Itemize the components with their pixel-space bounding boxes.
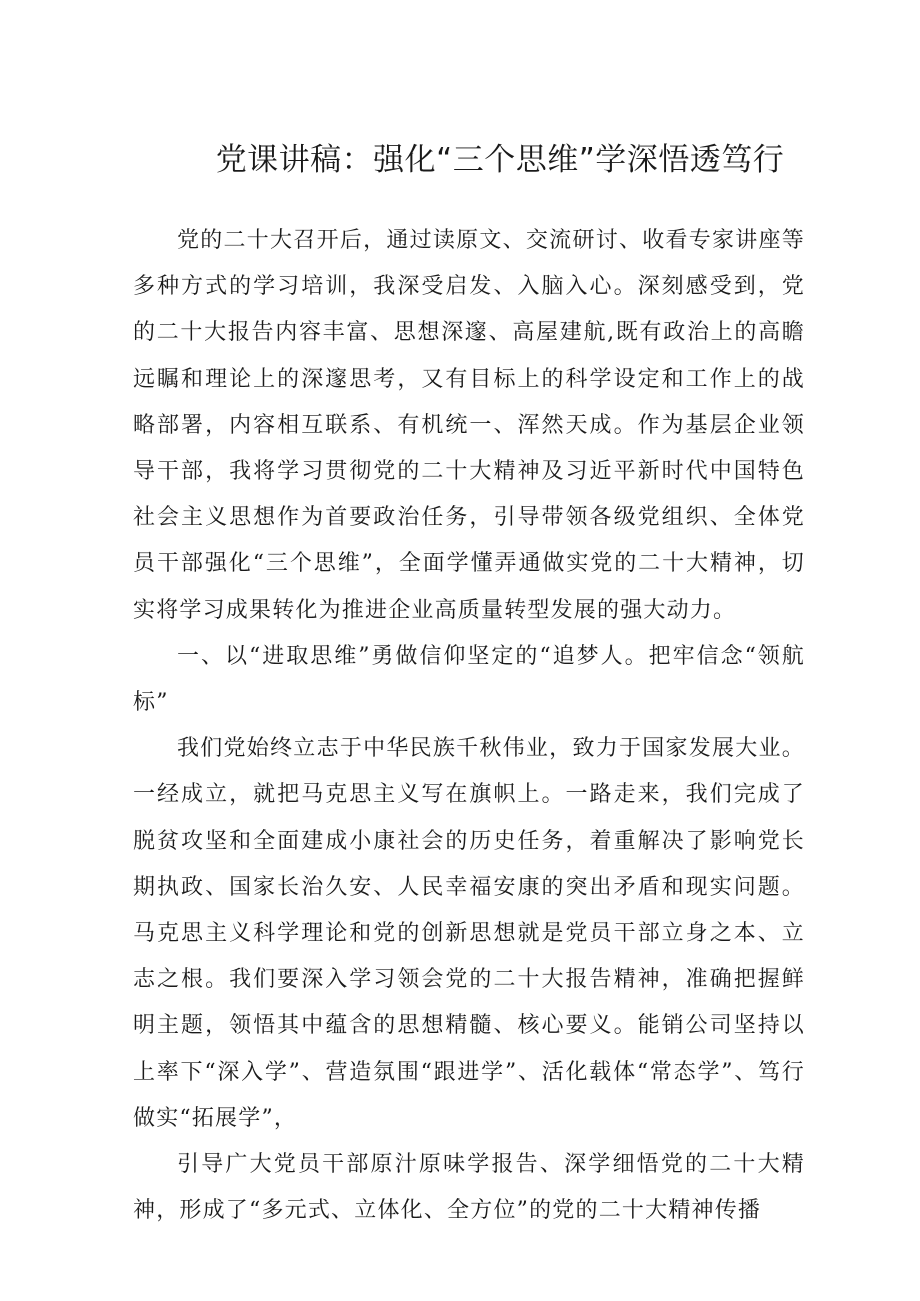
paragraph-intro: 党的二十大召开后，通过读原文、交流研讨、收看专家讲座等多种方式的学习培训，我深受启发、入脑入心。深刻感受到，党的二十大报告内容丰富、思想深邃、高屋建航,既有政治上的高瞻远瞩和理论上的深邃思考，又有目标上的科学设定和工作上的战略部署，内容相互联系、有机统一、浑然天成。作为基层企业领导干部，我将学习贯彻党的二十大精神及习近平新时代中国特色社会主义思想作为首要政治任务，引导带领各级党组织、全体党员干部强化“三个思维”，全面学懂弄通做实党的二十大精神，切实将学习成果转化为推进企业高质量转型发展的强大动力。 <box>133 228 805 623</box>
paragraph-section-1: 我们党始终立志于中华民族千秋伟业，致力于国家发展大业。一经成立，就把马克思主义写在旗帜上。一路走来，我们完成了脱贫攻坚和全面建成小康社会的历史任务，着重解决了影响党长期执政、国家长治久安、人民幸福安康的突出矛盾和现实问题。马克思主义科学理论和党的创新思想就是党员干部立身之本、立志之根。我们要深入学习领会党的二十大报告精神，准确把握鲜明主题，领悟其中蕴含的思想精髓、核心要义。能销公司坚持以上率下“深入学”、营造氛围“跟进学”、活化载体“常态学”、笃行做实“拓展学”， <box>133 736 805 1131</box>
paragraph-continued: 引导广大党员干部原汁原味学报告、深学细悟党的二十大精神，形成了“多元式、立体化、全方位”的党的二十大精神传播 <box>133 1152 805 1224</box>
section-heading-1: 一、以“进取思维”勇做信仰坚定的“追梦人。把牢信念“领航标” <box>133 643 805 716</box>
document-body <box>133 218 805 1234</box>
document-title: 党课讲稿：强化“三个思维”学深悟透笃行 <box>215 142 785 178</box>
